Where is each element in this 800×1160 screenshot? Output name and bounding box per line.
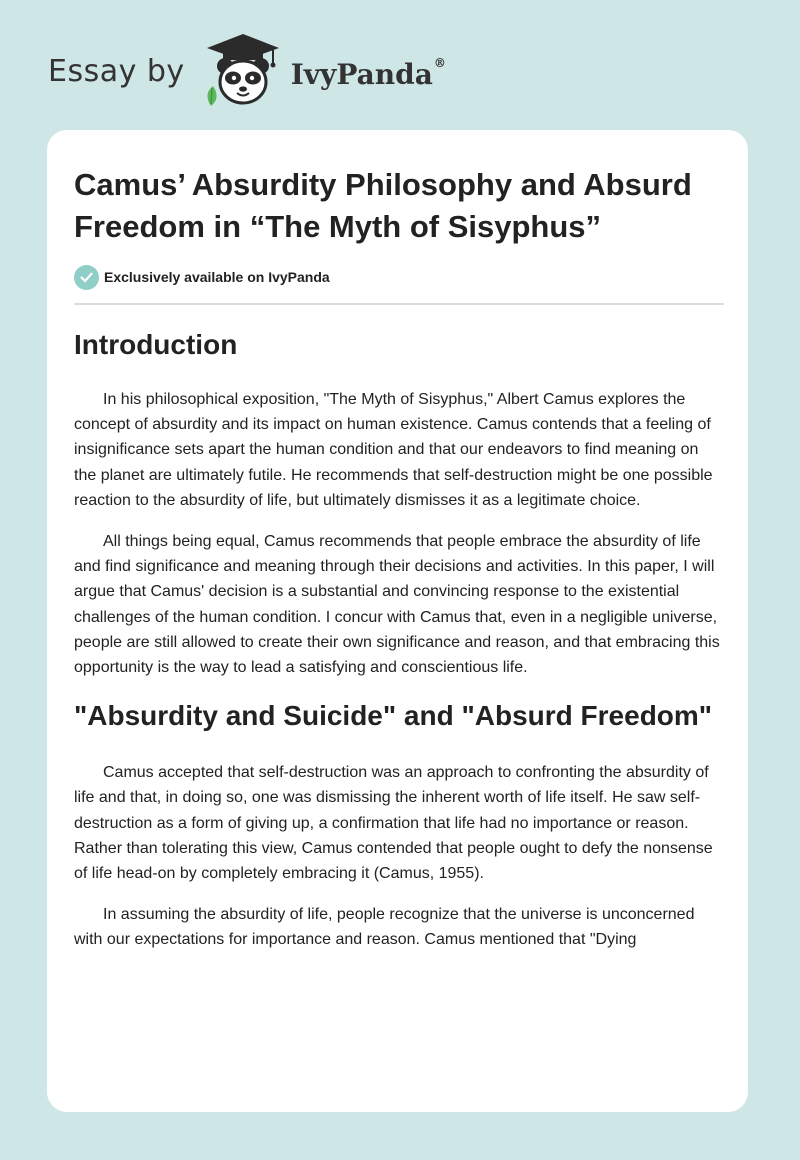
paragraph: All things being equal, Camus recommends that people embrace the absurdity of life and find significance and meaning through their decisions and activities. In this paper, I will argue that Camus' decision is a substantial and convincing response to the existential challenges of the human condition. I concur with Camus that, even in a negligible universe, people are still allowed to create their own significance and reason, and that embracing this opportunity is the way to lead a satisfying and conscientious life. (74, 533, 720, 677)
title-divider (74, 303, 724, 305)
check-icon (74, 265, 99, 290)
paragraph: In his philosophical exposition, "The Myth of Sisyphus," Albert Camus explores the concept of absurdity and its impact on human existence. Camus contends that a feeling of insignificance sets apart the human condition and that our endeavors to find meaning on the planet are ultimately futile. He recommends that self-destruction might be one possible reaction to the absurdity of life, but ultimately dismisses it as a legitimate choice. (74, 391, 713, 509)
exclusive-label: Exclusively available on IvyPanda (104, 269, 330, 285)
brand-name (291, 58, 446, 91)
panda-logo-icon (199, 30, 287, 110)
brand-name-text: IvyPanda (290, 57, 433, 91)
exclusive-notice (74, 264, 724, 290)
essay-title: Camus’ Absurdity Philosophy and Absurd Freedom in “The Myth of Sisyphus” (74, 167, 692, 244)
paragraph: In assuming the absurdity of life, people recognize that the universe is unconcerned with our expectations for importance and reason. Camus mentioned that "Dying (74, 906, 695, 949)
registered-mark: ® (433, 56, 446, 71)
brand-prefix: Essay by (48, 53, 185, 89)
brand-header (48, 30, 446, 110)
section-heading-absurdity: "Absurdity and Suicide" and "Absurd Freedom" (74, 700, 713, 732)
essay-card (47, 130, 748, 1112)
paragraph: Camus accepted that self-destruction was an approach to confronting the absurdity of life and that, in doing so, one was dismissing the inherent worth of life itself. He saw self-destruction as a form of giving up, a confirmation that life had no importance or reason. Rather than tolerating this view, Camus contended that people ought to defy the nonsense of life head-on by completely embracing it (Camus, 1955). (74, 764, 713, 883)
section-heading-introduction: Introduction (74, 329, 238, 360)
essay-content (74, 164, 724, 953)
